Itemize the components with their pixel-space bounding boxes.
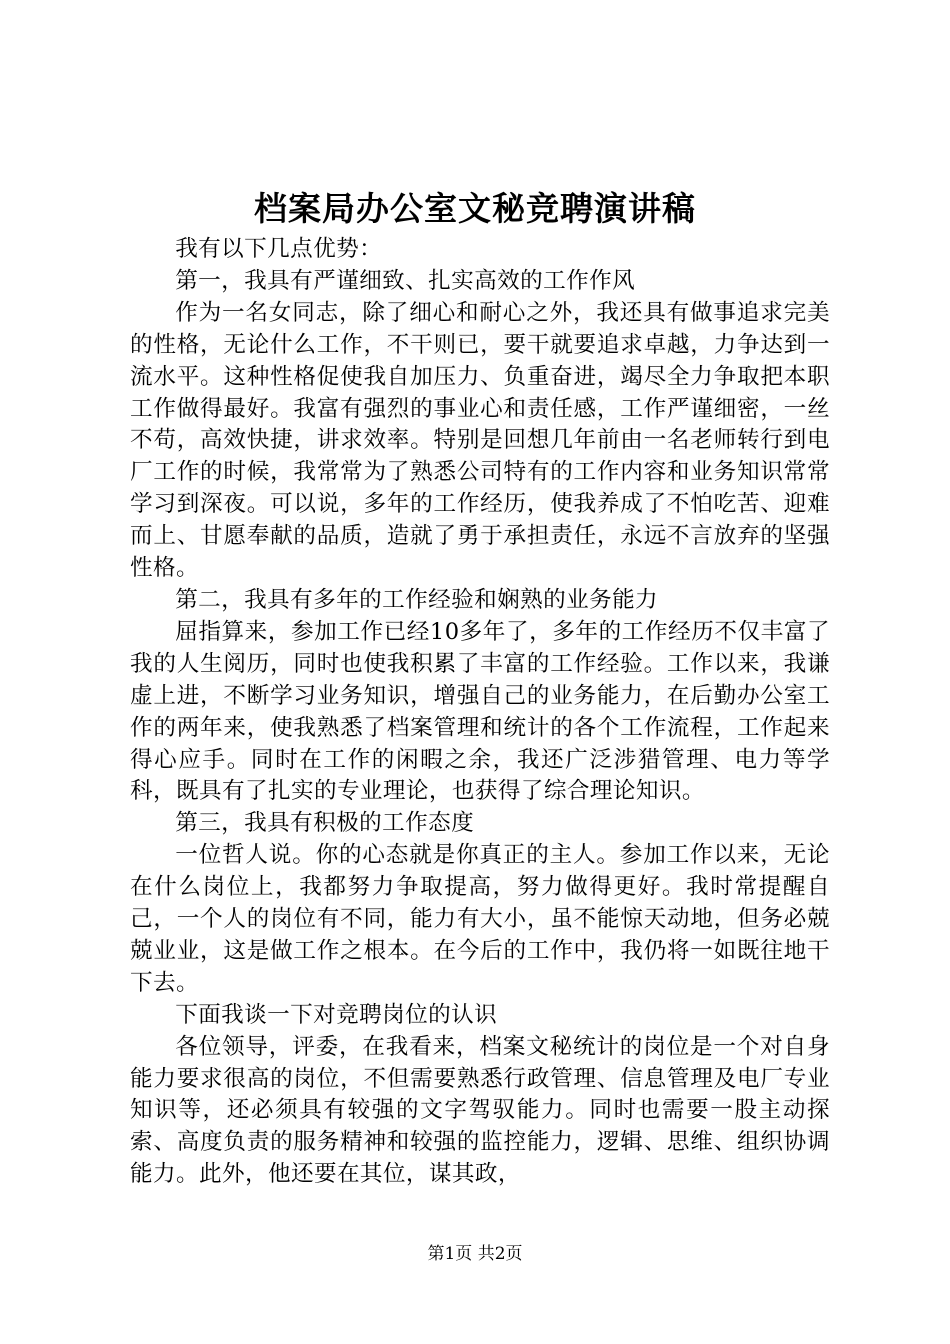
- paragraph-third-content: 一位哲人说。你的心态就是你真正的主人。参加工作以来，无论在什么岗位上，我都努力争取提高，努力做得更好。我时常提醒自己，一个人的岗位有不同，能力有大小，虽不能惊天动地，但务必兢兢业业，这是做工作之根本。在今后的工作中，我仍将一如既往地干下去。: [130, 842, 830, 996]
- paragraph-second-content: 屈指算来，参加工作已经10多年了，多年的工作经历不仅丰富了我的人生阅历，同时也使我积累了丰富的工作经验。工作以来，我谦虚上进，不断学习业务知识，增强自己的业务能力，在后勤办公室工作的两年来，使我熟悉了档案管理和统计的各个工作流程，工作起来得心应手。同时在工作的闲暇之余，我还广泛涉猎管理、电力等学科，既具有了扎实的专业理论，也获得了综合理论知识。: [130, 618, 830, 805]
- paragraph-first-content: 作为一名女同志，除了细心和耐心之外，我还具有做事追求完美的性格，无论什么工作，不干则已，要干就要追求卓越，力争达到一流水平。这种性格促使我自加压力、负重奋进，竭尽全力争取把本职工作做得最好。我富有强烈的事业心和责任感，工作严谨细密，一丝不苟，高效快捷，讲求效率。特别是回想几年前由一名老师转行到电厂工作的时候，我常常为了熟悉公司特有的工作内容和业务知识常常学习到深夜。可以说，多年的工作经历，使我养成了不怕吃苦、迎难而上、甘愿奉献的品质，造就了勇于承担责任，永远不言放弃的坚强性格。: [130, 299, 830, 582]
- page-number-footer: 第1页 共2页: [427, 1244, 523, 1264]
- document-title: 档案局办公室文秘竞聘演讲稿: [254, 189, 696, 228]
- document-body: [130, 234, 830, 1191]
- paragraph-heading-second: 第二，我具有多年的工作经验和娴熟的业务能力: [175, 586, 659, 613]
- paragraph-position-content: 各位领导，评委，在我看来，档案文秘统计的岗位是一个对自身能力要求很高的岗位，不但需要熟悉行政管理、信息管理及电厂专业知识等，还必须具有较强的文字驾驭能力。同时也需要一股主动探索、高度负责的服务精神和较强的监控能力，逻辑、思维、组织协调能力。此外，他还要在其位，谋其政，: [130, 1033, 830, 1188]
- paragraph-advantages-intro: 我有以下几点优势：: [175, 236, 383, 262]
- paragraph-heading-first: 第一，我具有严谨细致、扎实高效的工作作风: [175, 267, 636, 294]
- paragraph-heading-third: 第三，我具有积极的工作态度: [175, 810, 475, 837]
- paragraph-heading-position: 下面我谈一下对竞聘岗位的认识: [175, 1001, 498, 1028]
